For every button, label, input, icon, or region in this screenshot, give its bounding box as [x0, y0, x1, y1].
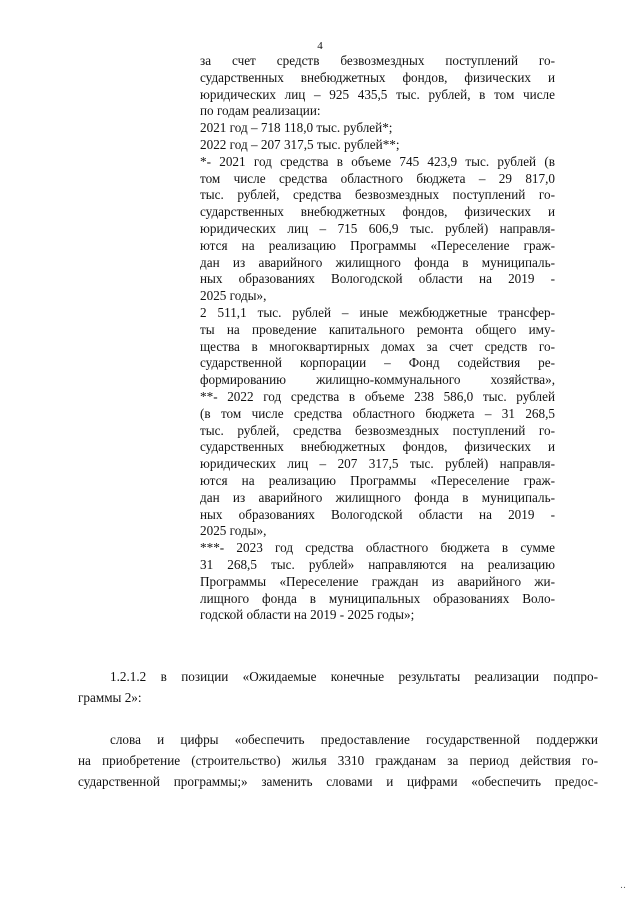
text-line: по годам реализации:	[200, 103, 321, 119]
text-line: за счет средств безвозмездных поступлений го-	[200, 53, 555, 68]
text-line: ***- 2023 год средства областного бюджета в сумме	[200, 540, 555, 556]
text-line: на приобретение (строительство) жилья 3310 гражданам за период действия го-	[78, 753, 598, 768]
text-line: юридических лиц – 925 435,5 тыс. рублей, в том числе	[200, 86, 555, 102]
text-line: щества в многоквартирных домах за счет средств го-	[200, 338, 555, 354]
text-line: сударственных внебюджетных фондов, физических и	[200, 439, 555, 455]
text-line: сударственных внебюджетных фондов, физических и	[200, 69, 555, 85]
text-line: тыс. рублей, средства безвозмездных поступлений го-	[200, 422, 555, 438]
text-line: том числе средства областного бюджета – 29 817,0	[200, 170, 555, 186]
text-line: сударственной программы;» заменить словами и цифрами «обеспечить предос-	[78, 774, 598, 789]
corner-mark: ‥	[619, 880, 626, 890]
text-line: ются на реализацию Программы «Переселение граж-	[200, 472, 555, 488]
text-line: граммы 2»:	[78, 690, 142, 705]
text-line: слова и цифры «обеспечить предоставление государственной поддержки	[110, 732, 598, 747]
text-line: годской области на 2019 - 2025 годы»;	[200, 607, 415, 623]
text-line: дан из аварийного жилищного фонда в муниципаль-	[200, 254, 555, 270]
text-line: 31 268,5 тыс. рублей» направляются на реализацию	[200, 556, 555, 572]
text-line: 2021 год – 718 118,0 тыс. рублей*;	[200, 120, 393, 136]
page-number: 4	[317, 40, 323, 52]
text-line: 1.2.1.2 в позиции «Ожидаемые конечные результаты реализации подпро-	[110, 669, 598, 684]
text-line: 2022 год – 207 317,5 тыс. рублей**;	[200, 136, 400, 152]
text-line: 2025 годы»,	[200, 523, 267, 539]
text-line: сударственных внебюджетных фондов, физических и	[200, 204, 555, 220]
text-line: юридических лиц – 715 606,9 тыс. рублей) направля-	[200, 220, 555, 236]
text-line: сударственной корпорации – Фонд содействия ре-	[200, 355, 555, 371]
funding-details-block	[200, 53, 555, 624]
text-line: ты на проведение капитального ремонта общего иму-	[200, 321, 555, 337]
text-line: (в том числе средства областного бюджета – 31 268,5	[200, 405, 555, 421]
text-line: ных образованиях Вологодской области на 2019 -	[200, 271, 555, 287]
paragraph-replacement	[78, 729, 598, 792]
text-line: **- 2022 год средства в объеме 238 586,0 тыс. рублей	[200, 388, 555, 404]
text-line: 2025 годы»,	[200, 288, 267, 304]
text-line: юридических лиц – 207 317,5 тыс. рублей) направля-	[200, 456, 555, 472]
text-line: дан из аварийного жилищного фонда в муниципаль-	[200, 489, 555, 505]
text-line: Программы «Переселение граждан из аварийного жи-	[200, 573, 555, 589]
text-line: лищного фонда в муниципальных образованиях Воло-	[200, 590, 555, 606]
text-line: 2 511,1 тыс. рублей – иные межбюджетные трансфер-	[200, 304, 555, 320]
text-line: *- 2021 год средства в объеме 745 423,9 тыс. рублей (в	[200, 153, 555, 169]
paragraph-expected-results	[78, 666, 598, 708]
text-line: ются на реализацию Программы «Переселение граж-	[200, 237, 555, 253]
text-line: тыс. рублей, средства безвозмездных поступлений го-	[200, 187, 555, 203]
text-line: ных образованиях Вологодской области на 2019 -	[200, 506, 555, 522]
text-line: формированию жилищно-коммунального хозяйства»,	[200, 372, 555, 388]
